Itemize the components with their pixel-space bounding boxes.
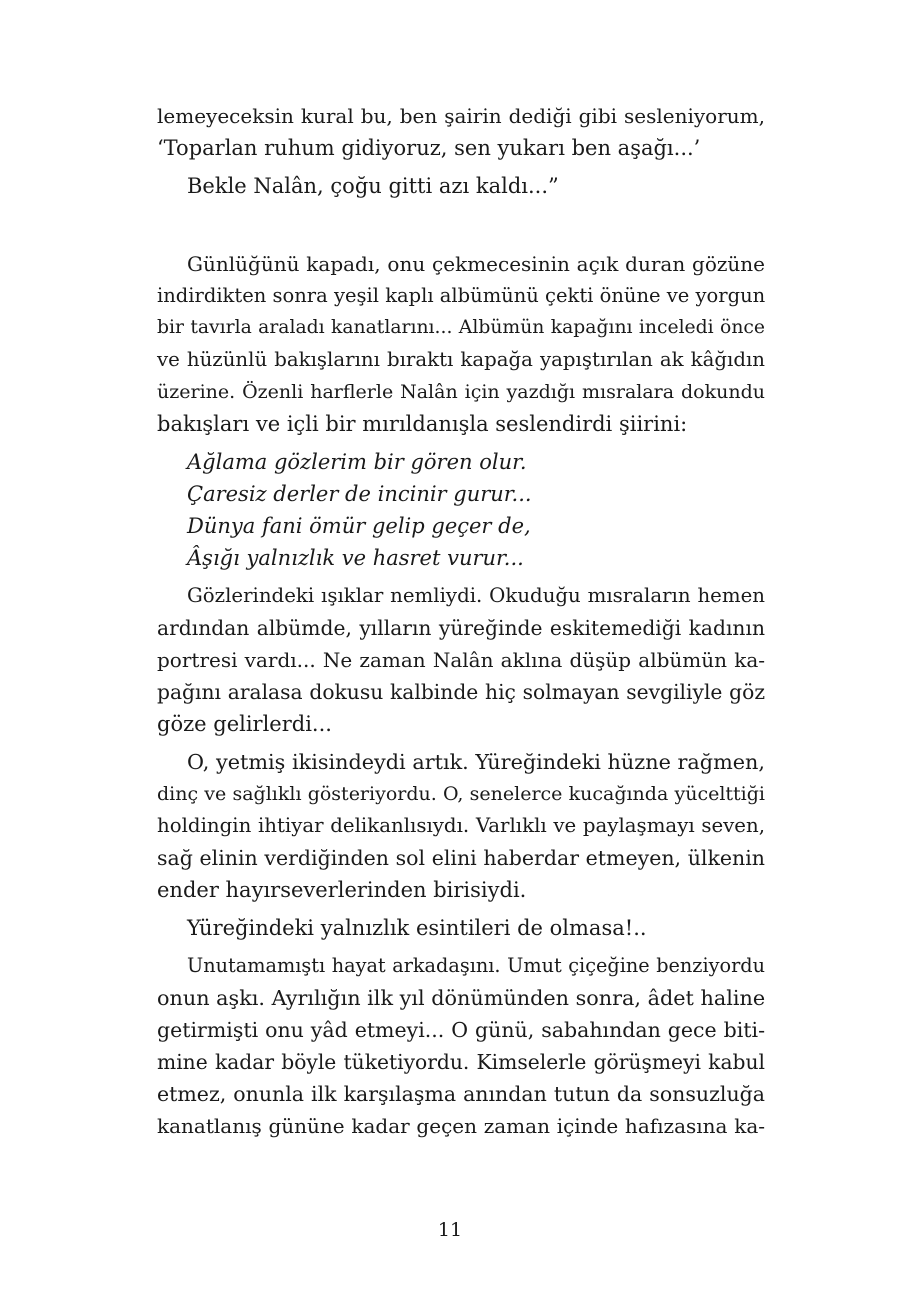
- text-line: onun aşkı. Ayrılığın ilk yıl dönümünden sonra, âdet haline: [157, 986, 766, 1010]
- paragraph-7: [157, 950, 765, 1142]
- page-body: [157, 100, 765, 1142]
- text-line: O, yetmiş ikisindeydi artık. Yüreğindeki hüzne rağmen,: [187, 750, 765, 774]
- paragraph-6: [157, 912, 765, 944]
- poem-line: Çaresiz derler de incinir gurur...: [187, 482, 532, 506]
- text-line: Bekle Nalân, çoğu gitti azı kaldı...”: [187, 174, 559, 198]
- paragraph-5: [157, 746, 765, 906]
- text-line: sağ elinin verdiğinden sol elini haberdar etmeyen, ülkenin: [157, 846, 765, 870]
- text-line: ve hüzünlü bakışlarını bıraktı kapağa yapıştırılan ak kâğıdın: [157, 348, 765, 371]
- text-line: portresi vardı... Ne zaman Nalân aklına düşüp albümün ka-: [157, 648, 765, 672]
- text-line: lemeyeceksin kural bu, ben şairin dediği gibi sesleniyorum,: [157, 104, 765, 128]
- poem-line: Âşığı yalnızlık ve hasret vurur...: [187, 546, 524, 570]
- text-line: holdingin ihtiyar delikanlısıydı. Varlıklı ve paylaşmayı seven,: [157, 814, 765, 837]
- paragraph-3: [157, 248, 765, 440]
- text-line: mine kadar böyle tüketiyordu. Kimselerle görüşmeyi kabul: [157, 1050, 765, 1074]
- text-line: göze gelirlerdi...: [157, 712, 332, 736]
- poem-stanza: [157, 446, 765, 574]
- text-line: pağını aralasa dokusu kalbinde hiç solmayan sevgiliyle göz: [157, 680, 765, 704]
- text-line: ender hayırseverlerinden birisiydi.: [157, 878, 527, 902]
- text-line: Günlüğünü kapadı, onu çekmecesinin açık duran gözüne: [187, 252, 765, 276]
- text-line: kanatlanış gününe kadar geçen zaman içinde hafızasına ka-: [157, 1114, 765, 1138]
- text-line: Unutamamıştı hayat arkadaşını. Umut çiçeğine benziyordu: [187, 954, 765, 977]
- page-number: 11: [437, 1219, 463, 1241]
- text-line: Gözlerindeki ışıklar nemliydi. Okuduğu mısraların hemen: [187, 584, 765, 607]
- text-line: üzerine. Özenli harflerle Nalân için yazdığı mısralara dokundu: [157, 381, 765, 403]
- text-line: ‘Toparlan ruhum gidiyoruz, sen yukarı ben aşağı...’: [157, 136, 701, 160]
- text-line: etmez, onunla ilk karşılaşma anından tutun da sonsuzluğa: [157, 1082, 765, 1106]
- paragraph-2: [157, 170, 765, 202]
- text-line: indirdikten sonra yeşil kaplı albümünü çekti önüne ve yorgun: [157, 284, 766, 307]
- text-line: bakışları ve içli bir mırıldanışla seslendirdi şiirini:: [157, 412, 688, 436]
- text-line: getirmişti onu yâd etmeyi... O günü, sabahından gece biti-: [157, 1018, 765, 1042]
- paragraph-4: [157, 580, 765, 740]
- text-line: ardından albümde, yılların yüreğinde eskitemediği kadının: [157, 616, 765, 640]
- text-line: dinç ve sağlıklı gösteriyordu. O, senelerce kucağında yücelttiği: [157, 783, 765, 805]
- paragraph-1: [157, 100, 765, 164]
- poem-line: Ağlama gözlerim bir gören olur.: [187, 450, 527, 474]
- text-line: bir tavırla araladı kanatlarını... Albümün kapağını inceledi önce: [157, 317, 765, 338]
- poem-line: Dünya fani ömür gelip geçer de,: [187, 514, 531, 538]
- text-line: Yüreğindeki yalnızlık esintileri de olmasa!..: [187, 916, 647, 940]
